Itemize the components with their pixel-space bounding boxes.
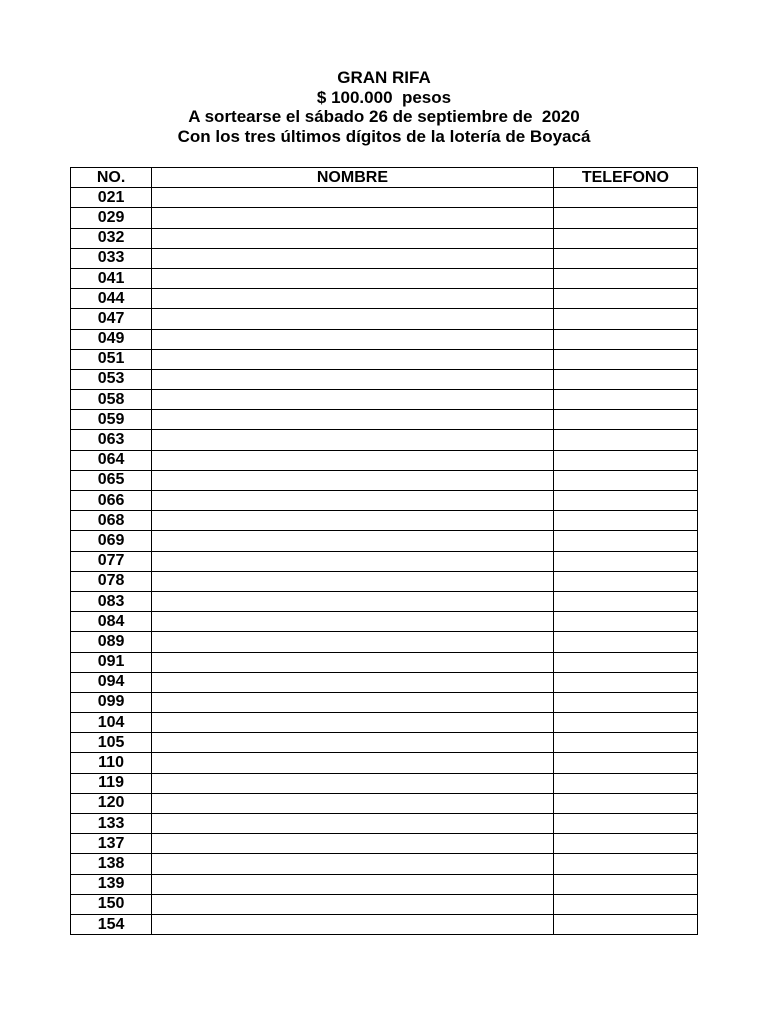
phone-cell[interactable] <box>553 874 697 894</box>
ticket-number: 064 <box>71 450 152 470</box>
table-row <box>71 531 698 551</box>
name-cell[interactable] <box>152 511 554 531</box>
phone-cell[interactable] <box>553 430 697 450</box>
ticket-number: 021 <box>71 188 152 208</box>
table-row <box>71 410 698 430</box>
phone-cell[interactable] <box>553 713 697 733</box>
name-cell[interactable] <box>152 733 554 753</box>
table-row <box>71 309 698 329</box>
ticket-number: 051 <box>71 349 152 369</box>
raffle-title: GRAN RIFA <box>337 68 431 87</box>
phone-cell[interactable] <box>553 692 697 712</box>
phone-cell[interactable] <box>553 571 697 591</box>
table-row <box>71 450 698 470</box>
table-row <box>71 914 698 934</box>
ticket-number: 094 <box>71 672 152 692</box>
table-row <box>71 773 698 793</box>
ticket-number: 049 <box>71 329 152 349</box>
ticket-number: 033 <box>71 248 152 268</box>
phone-cell[interactable] <box>553 188 697 208</box>
name-cell[interactable] <box>152 228 554 248</box>
ticket-number: 120 <box>71 793 152 813</box>
table-row <box>71 289 698 309</box>
raffle-table <box>70 167 698 935</box>
phone-cell[interactable] <box>553 632 697 652</box>
name-cell[interactable] <box>152 248 554 268</box>
name-cell[interactable] <box>152 894 554 914</box>
name-cell[interactable] <box>152 834 554 854</box>
ticket-number: 138 <box>71 854 152 874</box>
name-cell[interactable] <box>152 289 554 309</box>
ticket-number: 119 <box>71 773 152 793</box>
table-row <box>71 612 698 632</box>
draw-date: A sortearse el sábado 26 de septiembre de 2020 <box>188 107 580 126</box>
phone-cell[interactable] <box>553 773 697 793</box>
table-row <box>71 248 698 268</box>
name-cell[interactable] <box>152 208 554 228</box>
table-row <box>71 208 698 228</box>
table-row <box>71 511 698 531</box>
table-row <box>71 591 698 611</box>
ticket-number: 029 <box>71 208 152 228</box>
phone-cell[interactable] <box>553 652 697 672</box>
ticket-number: 041 <box>71 268 152 288</box>
phone-cell[interactable] <box>553 491 697 511</box>
table-body <box>71 188 698 935</box>
name-cell[interactable] <box>152 793 554 813</box>
ticket-number: 139 <box>71 874 152 894</box>
phone-cell[interactable] <box>553 591 697 611</box>
phone-cell[interactable] <box>553 329 697 349</box>
column-header-telefono: TELEFONO <box>553 168 697 188</box>
name-cell[interactable] <box>152 652 554 672</box>
name-cell[interactable] <box>152 531 554 551</box>
table-row <box>71 692 698 712</box>
table-row <box>71 188 698 208</box>
phone-cell[interactable] <box>553 228 697 248</box>
table-row <box>71 390 698 410</box>
name-cell[interactable] <box>152 672 554 692</box>
phone-cell[interactable] <box>553 612 697 632</box>
phone-cell[interactable] <box>553 854 697 874</box>
name-cell[interactable] <box>152 268 554 288</box>
phone-cell[interactable] <box>553 672 697 692</box>
ticket-number: 058 <box>71 390 152 410</box>
name-cell[interactable] <box>152 632 554 652</box>
phone-cell[interactable] <box>553 733 697 753</box>
name-cell[interactable] <box>152 410 554 430</box>
ticket-number: 083 <box>71 591 152 611</box>
phone-cell[interactable] <box>553 814 697 834</box>
phone-cell[interactable] <box>553 349 697 369</box>
ticket-number: 091 <box>71 652 152 672</box>
ticket-number: 066 <box>71 491 152 511</box>
table-row <box>71 652 698 672</box>
table-row <box>71 894 698 914</box>
table-row <box>71 793 698 813</box>
phone-cell[interactable] <box>553 834 697 854</box>
table-row <box>71 672 698 692</box>
column-header-no: NO. <box>71 168 152 188</box>
phone-cell[interactable] <box>553 208 697 228</box>
phone-cell[interactable] <box>553 531 697 551</box>
phone-cell[interactable] <box>553 410 697 430</box>
table-row <box>71 349 698 369</box>
ticket-number: 150 <box>71 894 152 914</box>
ticket-number: 089 <box>71 632 152 652</box>
phone-cell[interactable] <box>553 369 697 389</box>
ticket-number: 084 <box>71 612 152 632</box>
column-header-nombre: NOMBRE <box>152 168 554 188</box>
table-header-row <box>71 168 698 188</box>
table-row <box>71 571 698 591</box>
table-row <box>71 733 698 753</box>
name-cell[interactable] <box>152 591 554 611</box>
table-row <box>71 491 698 511</box>
ticket-number: 053 <box>71 369 152 389</box>
name-cell[interactable] <box>152 349 554 369</box>
table-row <box>71 329 698 349</box>
ticket-number: 069 <box>71 531 152 551</box>
phone-cell[interactable] <box>553 309 697 329</box>
name-cell[interactable] <box>152 814 554 834</box>
ticket-number: 063 <box>71 430 152 450</box>
ticket-number: 133 <box>71 814 152 834</box>
table-row <box>71 874 698 894</box>
phone-cell[interactable] <box>553 753 697 773</box>
phone-cell[interactable] <box>553 248 697 268</box>
prize-amount: $ 100.000 pesos <box>316 87 452 107</box>
table-row <box>71 854 698 874</box>
name-cell[interactable] <box>152 713 554 733</box>
name-cell[interactable] <box>152 470 554 490</box>
table-row <box>71 753 698 773</box>
name-cell[interactable] <box>152 390 554 410</box>
table-row <box>71 369 698 389</box>
name-cell[interactable] <box>152 491 554 511</box>
phone-cell[interactable] <box>553 551 697 571</box>
ticket-number: 077 <box>71 551 152 571</box>
name-cell[interactable] <box>152 854 554 874</box>
phone-cell[interactable] <box>553 450 697 470</box>
name-cell[interactable] <box>152 874 554 894</box>
name-cell[interactable] <box>152 692 554 712</box>
name-cell[interactable] <box>152 369 554 389</box>
phone-cell[interactable] <box>553 894 697 914</box>
name-cell[interactable] <box>152 188 554 208</box>
name-cell[interactable] <box>152 450 554 470</box>
ticket-number: 137 <box>71 834 152 854</box>
table-row <box>71 268 698 288</box>
table-row <box>71 551 698 571</box>
ticket-number: 099 <box>71 692 152 712</box>
table-row <box>71 632 698 652</box>
ticket-number: 032 <box>71 228 152 248</box>
phone-cell[interactable] <box>553 268 697 288</box>
name-cell[interactable] <box>152 753 554 773</box>
ticket-number: 068 <box>71 511 152 531</box>
table-row <box>71 430 698 450</box>
name-cell[interactable] <box>152 773 554 793</box>
phone-cell[interactable] <box>553 511 697 531</box>
ticket-number: 078 <box>71 571 152 591</box>
table-row <box>71 470 698 490</box>
table-row <box>71 228 698 248</box>
table-row <box>71 814 698 834</box>
phone-cell[interactable] <box>553 390 697 410</box>
ticket-number: 110 <box>71 753 152 773</box>
table-row <box>71 834 698 854</box>
ticket-number: 065 <box>71 470 152 490</box>
ticket-number: 047 <box>71 309 152 329</box>
draw-rule: Con los tres últimos dígitos de la lotería de Boyacá <box>177 126 591 146</box>
name-cell[interactable] <box>152 612 554 632</box>
phone-cell[interactable] <box>553 289 697 309</box>
ticket-number: 104 <box>71 713 152 733</box>
name-cell[interactable] <box>152 309 554 329</box>
name-cell[interactable] <box>152 914 554 934</box>
phone-cell[interactable] <box>553 914 697 934</box>
raffle-header <box>0 68 768 146</box>
name-cell[interactable] <box>152 551 554 571</box>
name-cell[interactable] <box>152 430 554 450</box>
name-cell[interactable] <box>152 329 554 349</box>
ticket-number: 105 <box>71 733 152 753</box>
phone-cell[interactable] <box>553 793 697 813</box>
ticket-number: 059 <box>71 410 152 430</box>
ticket-number: 154 <box>71 914 152 934</box>
ticket-number: 044 <box>71 289 152 309</box>
phone-cell[interactable] <box>553 470 697 490</box>
table-row <box>71 713 698 733</box>
name-cell[interactable] <box>152 571 554 591</box>
